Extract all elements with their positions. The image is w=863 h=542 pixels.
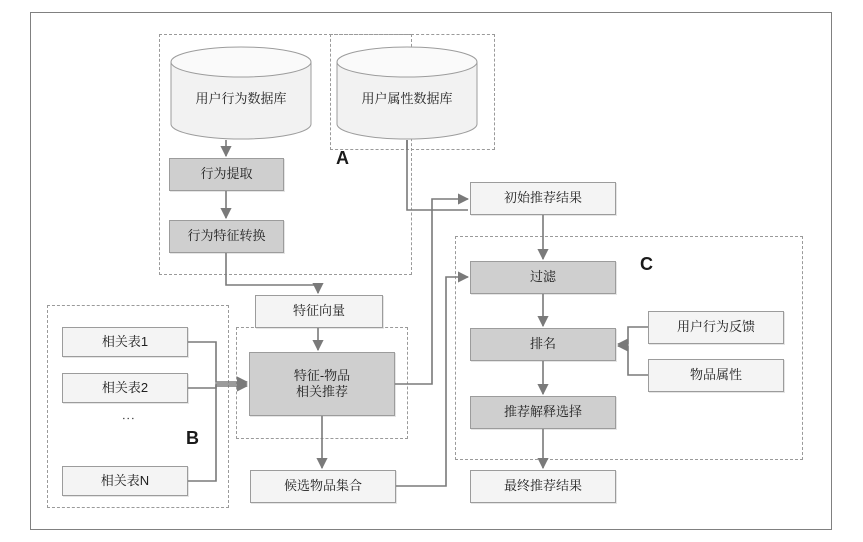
- group-label-c: C: [640, 254, 653, 274]
- node-behavior-extract: 行为提取: [169, 158, 284, 191]
- node-related-table-2: 相关表2: [62, 373, 188, 403]
- node-recommend-explain-select: 推荐解释选择: [470, 396, 616, 429]
- node-candidate-item-set: 候选物品集合: [250, 470, 396, 503]
- node-user-behavior-feedback: 用户行为反馈: [648, 311, 784, 344]
- node-feature-item-recommend-line1: 特征-物品: [293, 367, 351, 383]
- node-behavior-feature-transform: 行为特征转换: [169, 220, 284, 253]
- database-user-attribute-label: 用户属性数据库: [361, 90, 453, 106]
- node-feature-vector: 特征向量: [255, 295, 383, 328]
- group-label-b: B: [186, 428, 199, 448]
- database-user-attribute: [336, 46, 478, 140]
- node-feature-item-recommend: [249, 352, 395, 416]
- database-user-behavior: [170, 46, 312, 140]
- node-related-table-1: 相关表1: [62, 327, 188, 357]
- node-ranking: 排名: [470, 328, 616, 361]
- vertical-ellipsis: ⋮: [121, 412, 136, 427]
- database-user-behavior-label: 用户行为数据库: [195, 90, 287, 106]
- node-initial-recommend-result: 初始推荐结果: [470, 182, 616, 215]
- node-item-attribute: 物品属性: [648, 359, 784, 392]
- node-final-recommend-result: 最终推荐结果: [470, 470, 616, 503]
- node-related-table-n: 相关表N: [62, 466, 188, 496]
- node-filter: 过滤: [470, 261, 616, 294]
- node-feature-item-recommend-line2: 相关推荐: [295, 384, 348, 399]
- group-label-a: A: [336, 148, 349, 168]
